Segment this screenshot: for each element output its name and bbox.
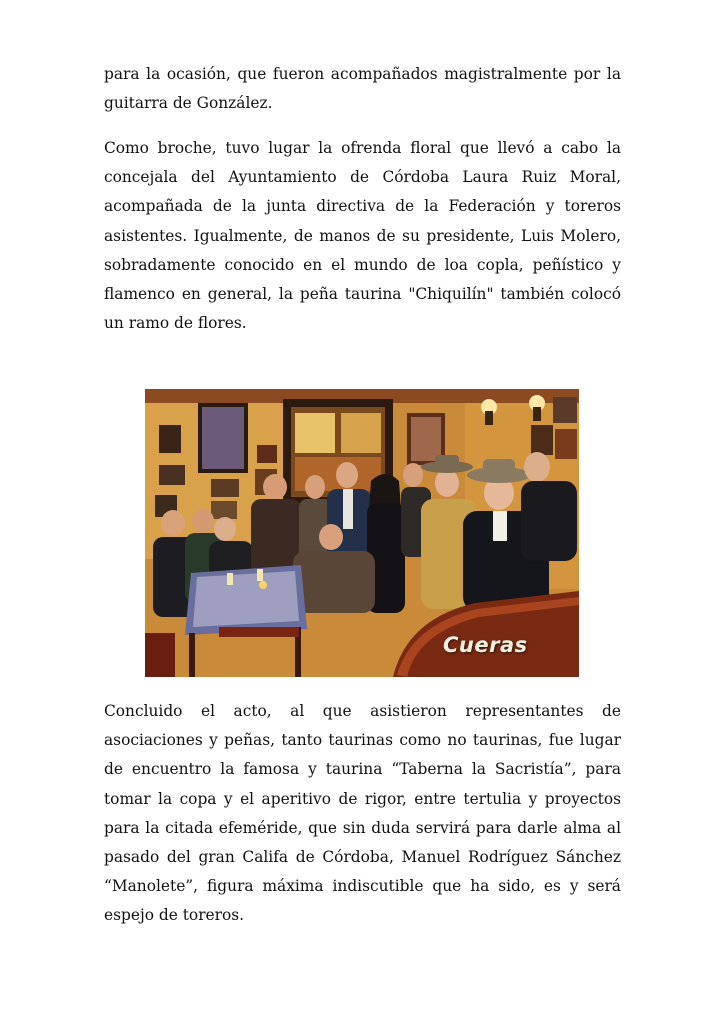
photo-watermark: Cueras — [443, 633, 528, 657]
paragraph-2: Como broche, tuvo lugar la ofrenda floral que llevó a cabo la concejala del Ayuntamiento de Córdoba Laura Ruiz Moral, acompañada de la junta directiva de la Federación y toreros asistentes. Igualmente, de manos de su presidente, Luis Molero, sobradamente conocido en el mundo de loa copla, peñístico y flamenco en general, la peña taurina "Chiquilín" también colocó un ramo de flores. — [104, 139, 621, 333]
paragraph-3: Concluido el acto, al que asistieron representantes de asociaciones y peñas, tanto taurinas como no taurinas, fue lugar de encuentro la famosa y taurina “Taberna la Sacristía”, para tomar la copa y el aperitivo de rigor, entre tertulia y proyectos para la citada efeméride, que sin duda servirá para darle alma al pasado del gran Califa de Córdoba, Manuel Rodríguez Sánchez “Manolete”, figura máxima indiscutible que ha sido, es y será espejo de toreros. — [104, 702, 621, 925]
group-photo — [145, 389, 579, 677]
paragraph-1: para la ocasión, que fueron acompañados magistralmente por la guitarra de González. — [104, 65, 621, 113]
